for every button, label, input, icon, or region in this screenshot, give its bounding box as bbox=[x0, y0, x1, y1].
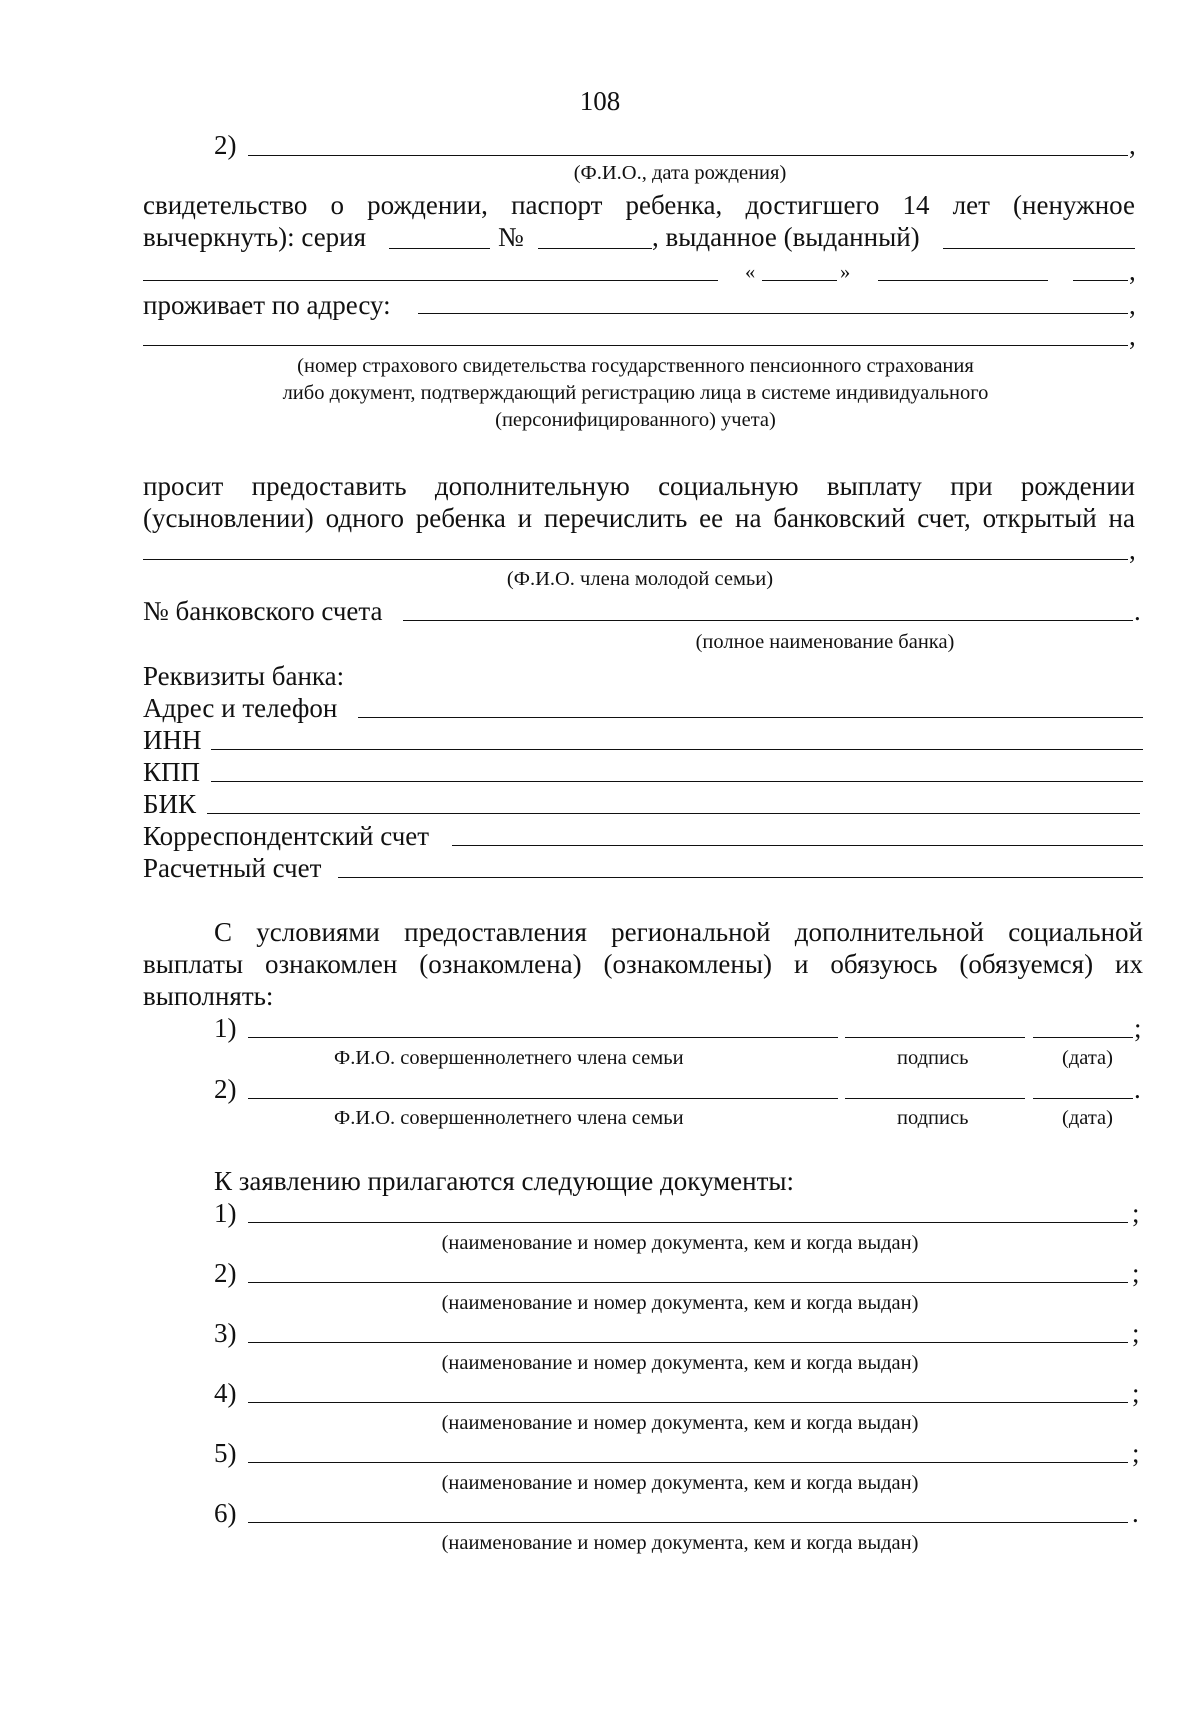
signer-2-signature-field[interactable] bbox=[845, 1098, 1025, 1099]
bank-inn-field[interactable] bbox=[211, 749, 1143, 750]
signer-1-date-field[interactable] bbox=[1033, 1037, 1133, 1038]
quote-open: « bbox=[745, 261, 756, 283]
attachment-5-end: ; bbox=[1132, 1438, 1140, 1468]
certificate-line-1: свидетельство о рождении, паспорт ребенка, достигшего 14 лет (ненужное bbox=[143, 190, 1135, 220]
bank-address-field[interactable] bbox=[358, 717, 1143, 718]
signer-1-number: 1) bbox=[214, 1013, 237, 1043]
attachments-heading: К заявлению прилагаются следующие документы: bbox=[214, 1166, 795, 1196]
bank-field-label-inn: ИНН bbox=[143, 725, 202, 755]
request-line-2: (усыновлении) одного ребенка и перечислить ее на банковский счет, открытый на bbox=[143, 503, 1135, 533]
signer-1-sign-caption: подпись bbox=[897, 1047, 969, 1069]
bank-kpp-field[interactable] bbox=[211, 781, 1143, 782]
bank-field-label-bik: БИК bbox=[143, 789, 197, 819]
signer-1-name-field[interactable] bbox=[248, 1037, 838, 1038]
signer-2-sign-caption: подпись bbox=[897, 1107, 969, 1129]
attachment-6-end: . bbox=[1132, 1498, 1139, 1528]
bank-field-label-settlement: Расчетный счет bbox=[143, 853, 322, 883]
issued-by-label: , выданное (выданный) bbox=[652, 222, 920, 252]
attachment-3-end: ; bbox=[1132, 1318, 1140, 1348]
member-fio-field[interactable] bbox=[248, 155, 1128, 156]
attachment-4-field[interactable] bbox=[248, 1402, 1128, 1403]
bank-caption: (полное наименование банка) bbox=[695, 631, 955, 653]
snils-caption-1: (номер страхового свидетельства государственного пенсионного страхования bbox=[297, 355, 974, 377]
attachment-2-end: ; bbox=[1132, 1258, 1140, 1288]
snils-field[interactable] bbox=[143, 345, 1128, 346]
bank-settlement-account-field[interactable] bbox=[338, 877, 1143, 878]
signer-1-name-caption: Ф.И.О. совершеннолетнего члена семьи bbox=[334, 1047, 684, 1069]
member-fio-caption: (Ф.И.О., дата рождения) bbox=[573, 162, 787, 184]
bank-heading: Реквизиты банка: bbox=[143, 661, 345, 691]
bank-field-label-kpp: КПП bbox=[143, 757, 201, 787]
issue-year-field[interactable] bbox=[1073, 280, 1128, 281]
signer-2-end: . bbox=[1134, 1074, 1141, 1104]
holder-caption: (Ф.И.О. члена молодой семьи) bbox=[506, 568, 774, 590]
bank-field-label-address: Адрес и телефон bbox=[143, 693, 338, 723]
signer-2-number: 2) bbox=[214, 1074, 237, 1104]
attachment-4-caption: (наименование и номер документа, кем и когда выдан) bbox=[441, 1412, 919, 1434]
signer-2-date-caption: (дата) bbox=[1062, 1107, 1113, 1129]
signer-2-date-field[interactable] bbox=[1033, 1098, 1133, 1099]
page-number: 108 bbox=[579, 86, 621, 116]
signer-2-name-caption: Ф.И.О. совершеннолетнего члена семьи bbox=[334, 1107, 684, 1129]
issued-by-field[interactable] bbox=[943, 248, 1135, 249]
issue-comma: , bbox=[1129, 256, 1136, 286]
bank-corr-account-field[interactable] bbox=[452, 845, 1143, 846]
attachment-1-caption: (наименование и номер документа, кем и когда выдан) bbox=[441, 1232, 919, 1254]
signer-1-date-caption: (дата) bbox=[1062, 1047, 1113, 1069]
holder-comma: , bbox=[1129, 535, 1136, 565]
account-number-field[interactable] bbox=[403, 620, 1133, 621]
number-sign: № bbox=[498, 222, 524, 252]
attachment-6-caption: (наименование и номер документа, кем и когда выдан) bbox=[441, 1532, 919, 1554]
attachment-5-field[interactable] bbox=[248, 1462, 1128, 1463]
attachment-4-end: ; bbox=[1132, 1378, 1140, 1408]
snils-comma: , bbox=[1129, 321, 1136, 351]
attachment-5-caption: (наименование и номер документа, кем и когда выдан) bbox=[441, 1472, 919, 1494]
agreement-line-2: выплаты ознакомлен (ознакомлена) (ознакомлены) и обязуюсь (обязуемся) их bbox=[143, 949, 1143, 979]
attachment-2-field[interactable] bbox=[248, 1282, 1128, 1283]
account-label: № банковского счета bbox=[143, 596, 383, 626]
attachment-5-number: 5) bbox=[214, 1438, 237, 1468]
attachment-4-number: 4) bbox=[214, 1378, 237, 1408]
address-field[interactable] bbox=[418, 313, 1128, 314]
attachment-3-number: 3) bbox=[214, 1318, 237, 1348]
address-label: проживает по адресу: bbox=[143, 290, 391, 320]
agreement-line-1: С условиями предоставления региональной дополнительной социальной bbox=[214, 917, 1143, 947]
issuer-continuation-field[interactable] bbox=[143, 280, 718, 281]
attachment-2-caption: (наименование и номер документа, кем и когда выдан) bbox=[441, 1292, 919, 1314]
bank-field-label-corr: Корреспондентский счет bbox=[143, 821, 430, 851]
signer-1-signature-field[interactable] bbox=[845, 1037, 1025, 1038]
agreement-line-3: выполнять: bbox=[143, 981, 274, 1011]
account-holder-field[interactable] bbox=[143, 559, 1128, 560]
series-field[interactable] bbox=[389, 248, 490, 249]
attachment-3-caption: (наименование и номер документа, кем и когда выдан) bbox=[441, 1352, 919, 1374]
attachment-6-number: 6) bbox=[214, 1498, 237, 1528]
attachment-6-field[interactable] bbox=[248, 1522, 1128, 1523]
snils-caption-2: либо документ, подтверждающий регистрацию лица в системе индивидуального bbox=[282, 382, 989, 404]
bank-bik-field[interactable] bbox=[207, 813, 1140, 814]
issue-day-field[interactable] bbox=[762, 280, 837, 281]
signer-1-end: ; bbox=[1134, 1013, 1142, 1043]
member-comma: , bbox=[1129, 130, 1136, 160]
signer-2-name-field[interactable] bbox=[248, 1098, 838, 1099]
account-period: . bbox=[1134, 596, 1141, 626]
address-comma: , bbox=[1129, 290, 1136, 320]
attachment-1-number: 1) bbox=[214, 1198, 237, 1228]
quote-close: » bbox=[840, 261, 851, 283]
attachment-1-field[interactable] bbox=[248, 1222, 1128, 1223]
request-line-1: просит предоставить дополнительную социальную выплату при рождении bbox=[143, 471, 1135, 501]
snils-caption-3: (персонифицированного) учета) bbox=[495, 409, 776, 431]
document-number-field[interactable] bbox=[538, 248, 652, 249]
attachment-3-field[interactable] bbox=[248, 1342, 1128, 1343]
attachment-2-number: 2) bbox=[214, 1258, 237, 1288]
issue-month-field[interactable] bbox=[878, 280, 1048, 281]
member-number: 2) bbox=[214, 130, 237, 160]
attachment-1-end: ; bbox=[1132, 1198, 1140, 1228]
certificate-series-label: вычеркнуть): серия bbox=[143, 222, 367, 252]
